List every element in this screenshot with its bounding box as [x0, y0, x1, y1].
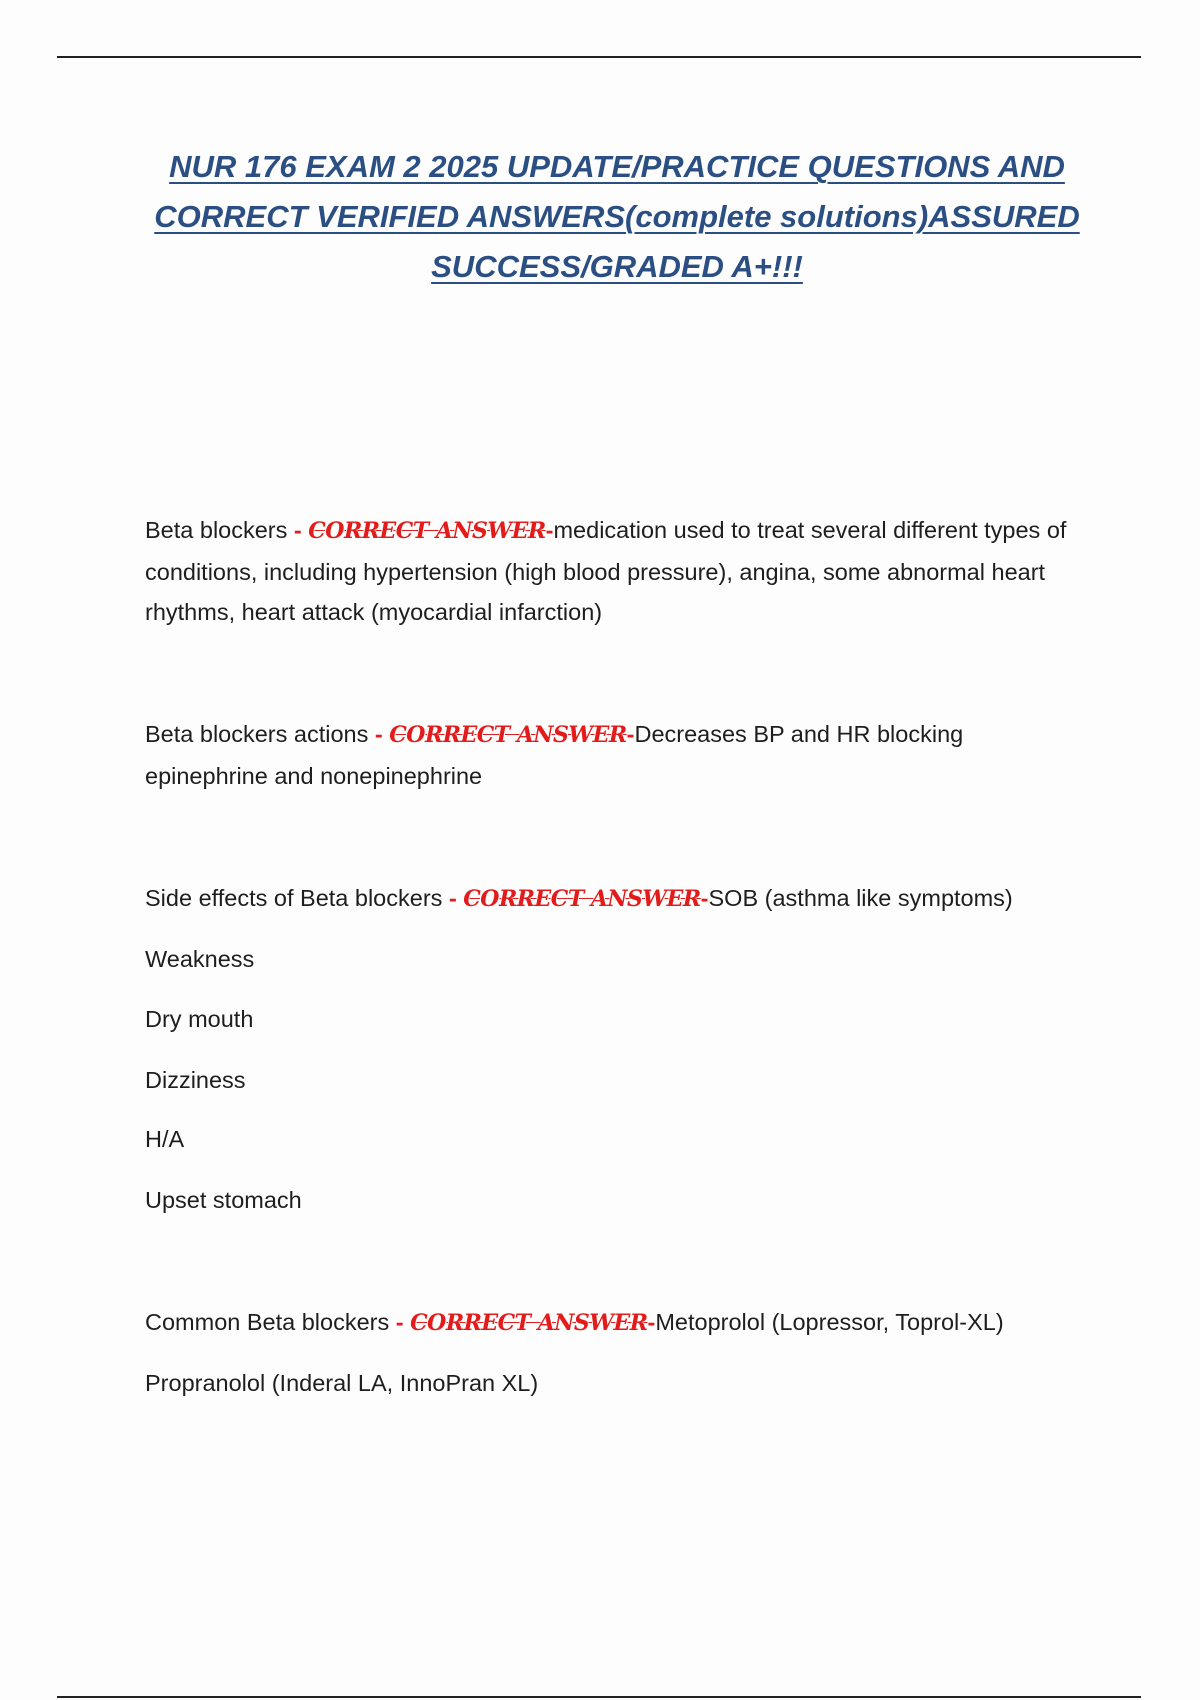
common-drug-line: Propranolol (Inderal LA, InnoPran XL): [145, 1370, 539, 1396]
separator: -: [293, 517, 302, 543]
qa-answer: Metoprolol (Lopressor, Toprol-XL): [655, 1309, 1004, 1335]
qa-answer: SOB (asthma like symptoms): [708, 885, 1013, 911]
qa-term: Beta blockers actions: [145, 721, 369, 747]
qa-item-side-effects: [145, 878, 1085, 920]
qa-answer: Decreases BP and HR blocking epinephrine and nonepinephrine: [145, 721, 964, 789]
qa-answer: medication used to treat several different types of conditions, including hypertension (high blood pressure), angina, some abnormal heart rhythms, heart attack (myocardial infarction): [145, 517, 1067, 625]
document-title: [120, 142, 1114, 292]
title-line-2: CORRECT VERIFIED ANSWERS(complete solutions)ASSURED: [154, 199, 1080, 234]
separator: -: [448, 885, 457, 911]
qa-term: Side effects of Beta blockers: [145, 885, 443, 911]
separator: -: [545, 517, 554, 543]
qa-item-common-beta-blockers: [145, 1302, 1085, 1344]
qa-item-beta-blockers-actions: [145, 714, 1085, 796]
side-effect-line: Dizziness: [145, 1067, 246, 1093]
side-effect-line: Dry mouth: [145, 1006, 254, 1032]
qa-term: Beta blockers: [145, 517, 288, 543]
separator: -: [626, 721, 635, 747]
side-effect-line: H/A: [145, 1126, 185, 1152]
side-effect-line: Weakness: [145, 946, 255, 972]
separator: -: [647, 1309, 656, 1335]
header-rule: [57, 56, 1141, 58]
correct-answer-tag: CORRECT ANSWER: [389, 722, 627, 748]
correct-answer-tag: CORRECT ANSWER: [463, 886, 701, 912]
correct-answer-tag: CORRECT ANSWER: [308, 518, 546, 544]
separator: -: [700, 885, 709, 911]
title-line-3: SUCCESS/GRADED A+!!!: [431, 249, 803, 284]
qa-term: Common Beta blockers: [145, 1309, 390, 1335]
footer-rule: [57, 1696, 1141, 1698]
title-line-1: NUR 176 EXAM 2 2025 UPDATE/PRACTICE QUESTIONS AND: [169, 149, 1065, 184]
separator: -: [395, 1309, 404, 1335]
correct-answer-tag: CORRECT ANSWER: [410, 1310, 648, 1336]
qa-item-beta-blockers: [145, 510, 1085, 633]
separator: -: [374, 721, 383, 747]
side-effect-line: Upset stomach: [145, 1187, 302, 1213]
